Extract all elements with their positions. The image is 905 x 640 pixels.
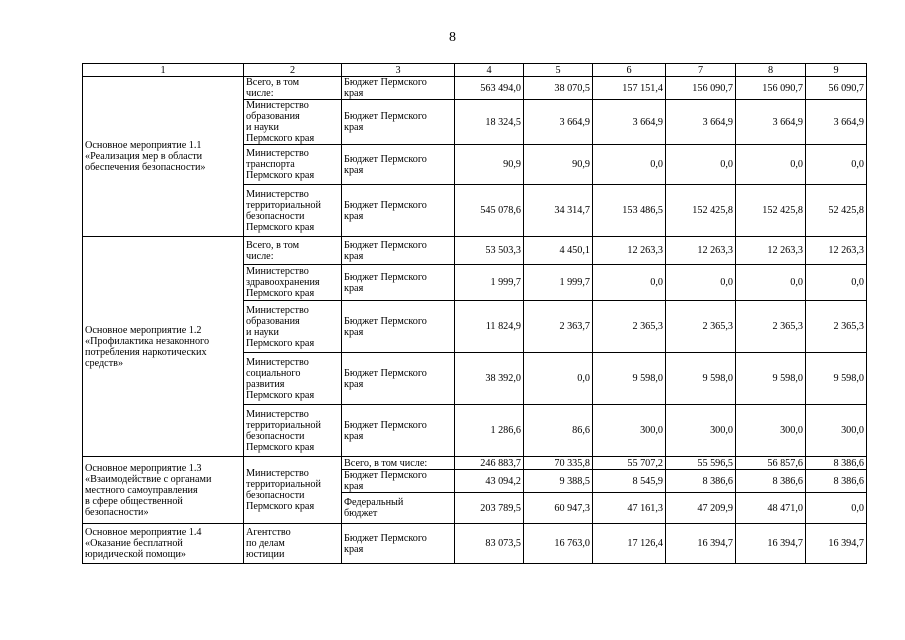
amount-cell: 3 664,9: [736, 100, 806, 145]
amount-cell: 152 425,8: [736, 185, 806, 237]
amount-cell: 0,0: [806, 493, 867, 524]
amount-cell: 246 883,7: [455, 457, 524, 470]
funding-source-cell: Федеральный бюджет: [342, 493, 455, 524]
amount-cell: 83 073,5: [455, 524, 524, 564]
amount-cell: 0,0: [806, 145, 867, 185]
amount-cell: 8 386,6: [666, 470, 736, 493]
amount-cell: 2 365,3: [666, 301, 736, 353]
amount-cell: 55 707,2: [593, 457, 666, 470]
amount-cell: 56 857,6: [736, 457, 806, 470]
amount-cell: 9 598,0: [736, 353, 806, 405]
executor-cell: Всего, в том числе:: [244, 77, 342, 100]
header-row: [83, 64, 867, 77]
amount-cell: 38 070,5: [524, 77, 593, 100]
amount-cell: 90,9: [455, 145, 524, 185]
table-row: [83, 457, 867, 470]
amount-cell: 8 386,6: [806, 457, 867, 470]
amount-cell: 90,9: [524, 145, 593, 185]
executor-cell: Министерство территориальной безопасности Пермского края: [244, 405, 342, 457]
amount-cell: 18 324,5: [455, 100, 524, 145]
funding-source-cell: Бюджет Пермского края: [342, 100, 455, 145]
amount-cell: 9 598,0: [593, 353, 666, 405]
amount-cell: 12 263,3: [593, 237, 666, 265]
amount-cell: 34 314,7: [524, 185, 593, 237]
amount-cell: 300,0: [806, 405, 867, 457]
amount-cell: 3 664,9: [666, 100, 736, 145]
amount-cell: 0,0: [736, 145, 806, 185]
activity-cell: Основное мероприятие 1.2 «Профилактика незаконного потребления наркотических средств»: [83, 237, 244, 457]
amount-cell: 300,0: [666, 405, 736, 457]
funding-source-cell: Бюджет Пермского края: [342, 524, 455, 564]
amount-cell: 2 365,3: [736, 301, 806, 353]
funding-source-cell: Бюджет Пермского края: [342, 470, 455, 493]
amount-cell: 86,6: [524, 405, 593, 457]
amount-cell: 1 286,6: [455, 405, 524, 457]
amount-cell: 156 090,7: [736, 77, 806, 100]
column-number: 6: [593, 64, 666, 77]
amount-cell: 17 126,4: [593, 524, 666, 564]
executor-cell: Всего, в том числе:: [244, 237, 342, 265]
amount-cell: 9 598,0: [806, 353, 867, 405]
column-number: 8: [736, 64, 806, 77]
amount-cell: 157 151,4: [593, 77, 666, 100]
amount-cell: 52 425,8: [806, 185, 867, 237]
funding-source-cell: Бюджет Пермского края: [342, 405, 455, 457]
amount-cell: 4 450,1: [524, 237, 593, 265]
amount-cell: 3 664,9: [593, 100, 666, 145]
activity-cell: Основное мероприятие 1.3 «Взаимодействие с органами местного самоуправления в сфере общественной безопасности»: [83, 457, 244, 524]
amount-cell: 9 388,5: [524, 470, 593, 493]
amount-cell: 53 503,3: [455, 237, 524, 265]
amount-cell: 12 263,3: [666, 237, 736, 265]
amount-cell: 545 078,6: [455, 185, 524, 237]
funding-source-cell: Бюджет Пермского края: [342, 237, 455, 265]
column-number: 9: [806, 64, 867, 77]
amount-cell: 2 365,3: [806, 301, 867, 353]
executor-cell: Министерство образования и науки Пермского края: [244, 100, 342, 145]
amount-cell: 8 386,6: [806, 470, 867, 493]
amount-cell: 48 471,0: [736, 493, 806, 524]
funding-source-cell: Бюджет Пермского края: [342, 353, 455, 405]
amount-cell: 16 394,7: [736, 524, 806, 564]
amount-cell: 11 824,9: [455, 301, 524, 353]
amount-cell: 47 161,3: [593, 493, 666, 524]
executor-cell: Министерство социального развития Пермского края: [244, 353, 342, 405]
column-number: 5: [524, 64, 593, 77]
table-row: [83, 77, 867, 100]
amount-cell: 0,0: [593, 145, 666, 185]
amount-cell: 0,0: [806, 265, 867, 301]
executor-cell: Министерство здравоохранения Пермского края: [244, 265, 342, 301]
amount-cell: 8 545,9: [593, 470, 666, 493]
column-number: 3: [342, 64, 455, 77]
funding-source-cell: Бюджет Пермского края: [342, 301, 455, 353]
amount-cell: 0,0: [666, 145, 736, 185]
amount-cell: 152 425,8: [666, 185, 736, 237]
amount-cell: 0,0: [736, 265, 806, 301]
amount-cell: 300,0: [593, 405, 666, 457]
amount-cell: 43 094,2: [455, 470, 524, 493]
amount-cell: 16 763,0: [524, 524, 593, 564]
funding-source-cell: Бюджет Пермского края: [342, 185, 455, 237]
executor-cell: Агентство по делам юстиции: [244, 524, 342, 564]
amount-cell: 16 394,7: [666, 524, 736, 564]
amount-cell: 56 090,7: [806, 77, 867, 100]
amount-cell: 1 999,7: [455, 265, 524, 301]
column-number: 4: [455, 64, 524, 77]
amount-cell: 0,0: [666, 265, 736, 301]
page-number: 8: [449, 30, 456, 45]
amount-cell: 0,0: [593, 265, 666, 301]
column-number: 7: [666, 64, 736, 77]
column-number: 2: [244, 64, 342, 77]
amount-cell: 3 664,9: [806, 100, 867, 145]
budget-table: [82, 63, 867, 564]
amount-cell: 55 596,5: [666, 457, 736, 470]
funding-source-cell: Бюджет Пермского края: [342, 77, 455, 100]
amount-cell: 9 598,0: [666, 353, 736, 405]
amount-cell: 153 486,5: [593, 185, 666, 237]
amount-cell: 2 365,3: [593, 301, 666, 353]
amount-cell: 0,0: [524, 353, 593, 405]
amount-cell: 203 789,5: [455, 493, 524, 524]
amount-cell: 300,0: [736, 405, 806, 457]
activity-cell: Основное мероприятие 1.1 «Реализация мер в области обеспечения безопасности»: [83, 77, 244, 237]
executor-cell: Министерство территориальной безопасности Пермского края: [244, 457, 342, 524]
amount-cell: 60 947,3: [524, 493, 593, 524]
activity-cell: Основное мероприятие 1.4 «Оказание бесплатной юридической помощи»: [83, 524, 244, 564]
amount-cell: 2 363,7: [524, 301, 593, 353]
amount-cell: 16 394,7: [806, 524, 867, 564]
amount-cell: 70 335,8: [524, 457, 593, 470]
table-row: [83, 237, 867, 265]
amount-cell: 156 090,7: [666, 77, 736, 100]
amount-cell: 38 392,0: [455, 353, 524, 405]
table-row: [83, 524, 867, 564]
amount-cell: 3 664,9: [524, 100, 593, 145]
column-number: 1: [83, 64, 244, 77]
amount-cell: 8 386,6: [736, 470, 806, 493]
executor-cell: Министерство транспорта Пермского края: [244, 145, 342, 185]
funding-source-cell: Бюджет Пермского края: [342, 145, 455, 185]
amount-cell: 12 263,3: [806, 237, 867, 265]
executor-cell: Министерство территориальной безопасности Пермского края: [244, 185, 342, 237]
amount-cell: 1 999,7: [524, 265, 593, 301]
executor-cell: Министерство образования и науки Пермского края: [244, 301, 342, 353]
amount-cell: 47 209,9: [666, 493, 736, 524]
amount-cell: 563 494,0: [455, 77, 524, 100]
amount-cell: 12 263,3: [736, 237, 806, 265]
funding-source-cell: Всего, в том числе:: [342, 457, 455, 470]
funding-source-cell: Бюджет Пермского края: [342, 265, 455, 301]
